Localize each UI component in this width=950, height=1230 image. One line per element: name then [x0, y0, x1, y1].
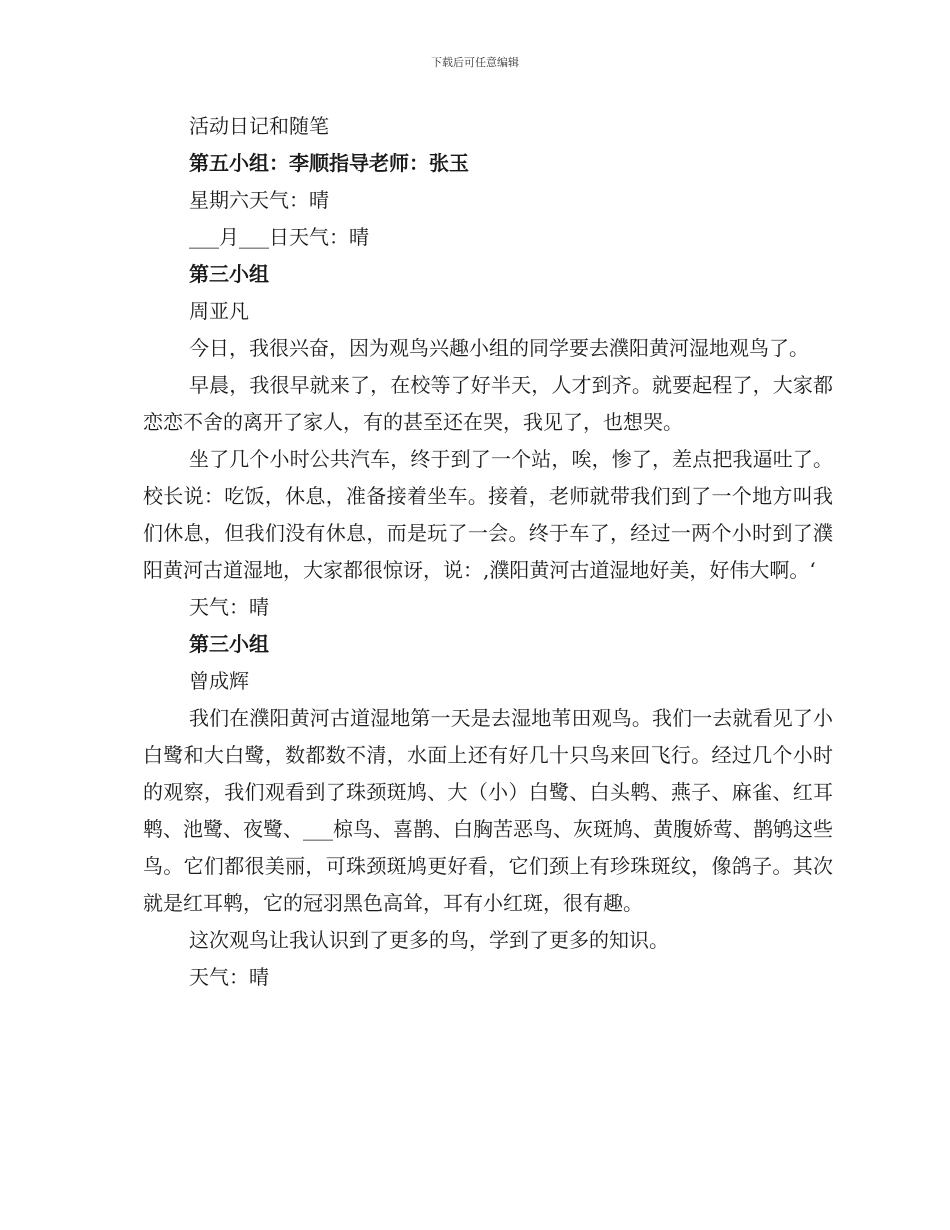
entry2-group: 第三小组	[189, 632, 269, 656]
entry2-weather: 天气：晴	[189, 595, 269, 619]
closing-weather: 天气：晴	[189, 965, 269, 989]
entry1-paragraph: 坐了几个小时公共汽车，终于到了一个站，唉，惨了，差点把我逼吐了。校长说：吃饭，休息，准备接着坐车。接着，老师就带我们到了一个地方叫我们休息，但我们没有休息，而是玩了一会。终于车了，经过一两个小时到了濮阳黄河古道湿地，大家都很惊讶，说：,濮阳黄河古道湿地好美，好伟大啊。‘	[143, 447, 833, 582]
document-title: 活动日记和随笔	[189, 114, 329, 138]
entry2-paragraph: 这次观鸟让我认识到了更多的鸟，学到了更多的知识。	[189, 928, 669, 952]
entry1-group: 第三小组	[189, 262, 269, 286]
entry1-author: 周亚凡	[189, 299, 249, 323]
document-body	[143, 108, 833, 996]
entry1-date-weather: ___月___日天气：晴	[189, 225, 369, 249]
page-header-note: 下载后可任意编辑	[431, 56, 519, 69]
entry1-weather-day: 星期六天气：晴	[189, 188, 329, 212]
entry1-paragraph: 今日，我很兴奋，因为观鸟兴趣小组的同学要去濮阳黄河湿地观鸟了。	[189, 336, 809, 360]
group-leader-line: 第五小组：李顺指导老师：张玉	[189, 151, 469, 175]
entry2-author: 曾成辉	[189, 669, 249, 693]
entry1-paragraph: 早晨，我很早就来了，在校等了好半天，人才到齐。就要起程了，大家都恋恋不舍的离开了家人，有的甚至还在哭，我见了，也想哭。	[143, 373, 833, 434]
entry2-paragraph: 我们在濮阳黄河古道湿地第一天是去湿地苇田观鸟。我们一去就看见了小白鹭和大白鹭，数都数不清，水面上还有好几十只鸟来回飞行。经过几个小时的观察，我们观看到了珠颈斑鸠、大（小）白鹭、白头鹎、燕子、麻雀、红耳鹎、池鹭、夜鹭、___椋鸟、喜鹊、白胸苦恶鸟、灰斑鸠、黄腹娇莺、鹊鸲这些鸟。它们都很美丽，可珠颈斑鸠更好看，它们颈上有珍珠斑纹，像鸽子。其次就是红耳鹎，它的冠羽黑色高耸，耳有小红斑，很有趣。	[143, 706, 833, 915]
